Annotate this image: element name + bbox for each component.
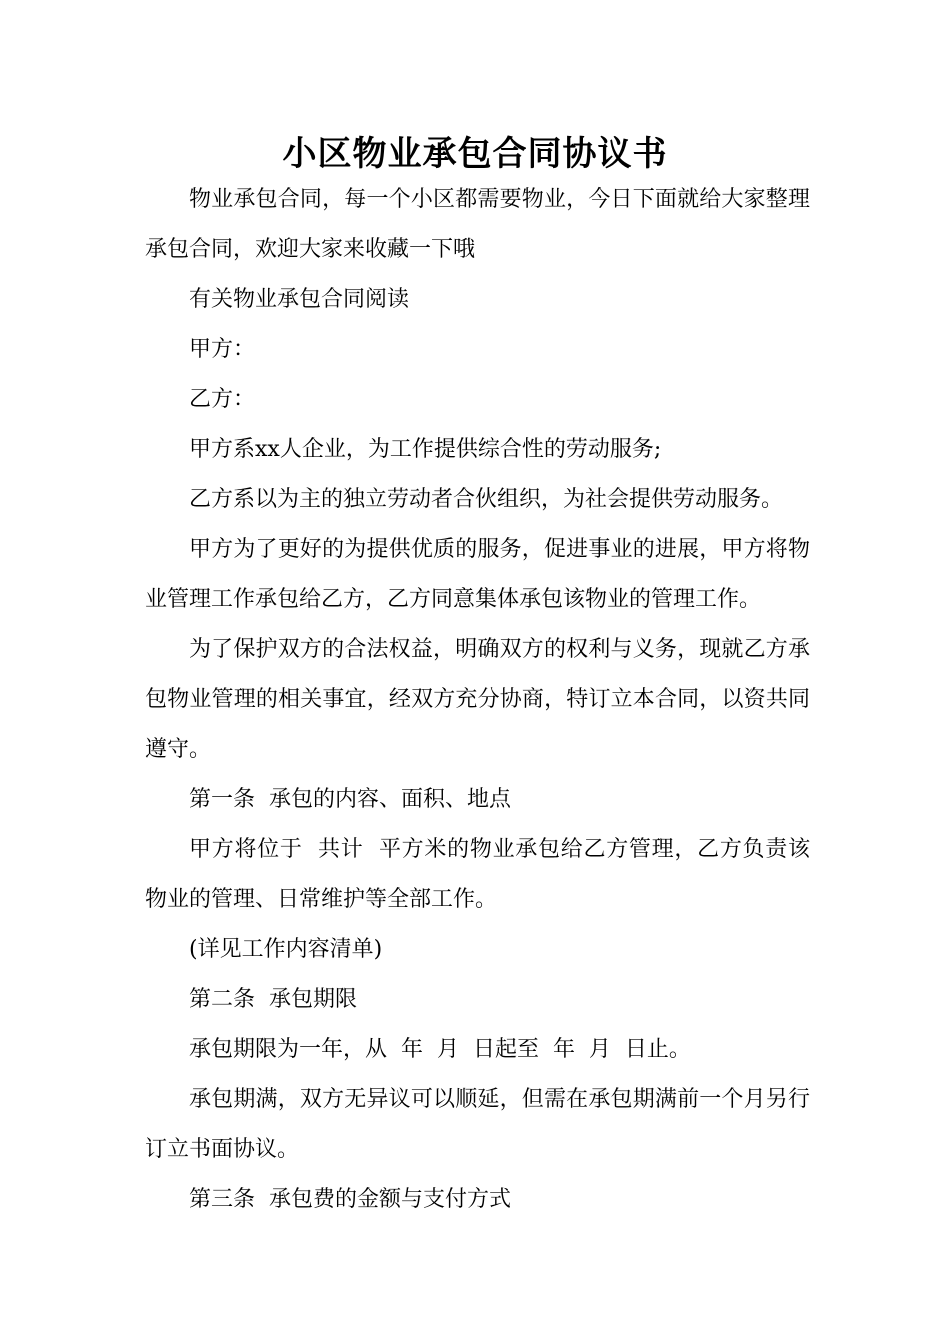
article-1-content: 甲方将位于 共计 平方米的物业承包给乙方管理，乙方负责该物业的管理、日常维护等全部工作。: [145, 837, 810, 912]
paragraph-intro: 物业承包合同，每一个小区都需要物业，今日下面就给大家整理承包合同，欢迎大家来收藏一下哦: [145, 187, 810, 262]
paragraph-party-a-description: 甲方系xx人企业，为工作提供综合性的劳动服务;: [189, 437, 662, 462]
article-3-heading: 第三条 承包费的金额与支付方式: [189, 1187, 511, 1212]
article-2-renewal: 承包期满，双方无异议可以顺延，但需在承包期满前一个月另行订立书面协议。: [145, 1087, 810, 1162]
paragraph-purpose: 甲方为了更好的为提供优质的服务，促进事业的进展，甲方将物业管理工作承包给乙方，乙方同意集体承包该物业的管理工作。: [145, 537, 810, 612]
paragraph-related-reading: 有关物业承包合同阅读: [189, 287, 410, 312]
paragraph-party-a: 甲方：: [189, 337, 256, 362]
article-1-heading: 第一条 承包的内容、面积、地点: [189, 787, 511, 812]
paragraph-party-b: 乙方：: [189, 387, 256, 412]
document-body: [145, 175, 810, 1225]
article-2-heading: 第二条 承包期限: [189, 987, 357, 1012]
paragraph-party-b-description: 乙方系以为主的独立劳动者合伙组织，为社会提供劳动服务。: [189, 487, 784, 512]
paragraph-agreement-basis: 为了保护双方的合法权益，明确双方的权利与义务，现就乙方承包物业管理的相关事宜，经双方充分协商，特订立本合同，以资共同遵守。: [145, 637, 810, 762]
article-1-note: (详见工作内容清单): [189, 937, 383, 962]
article-2-period: 承包期限为一年，从 年 月 日起至 年 月 日止。: [189, 1037, 691, 1062]
document-title: 小区物业承包合同协议书: [282, 134, 668, 174]
